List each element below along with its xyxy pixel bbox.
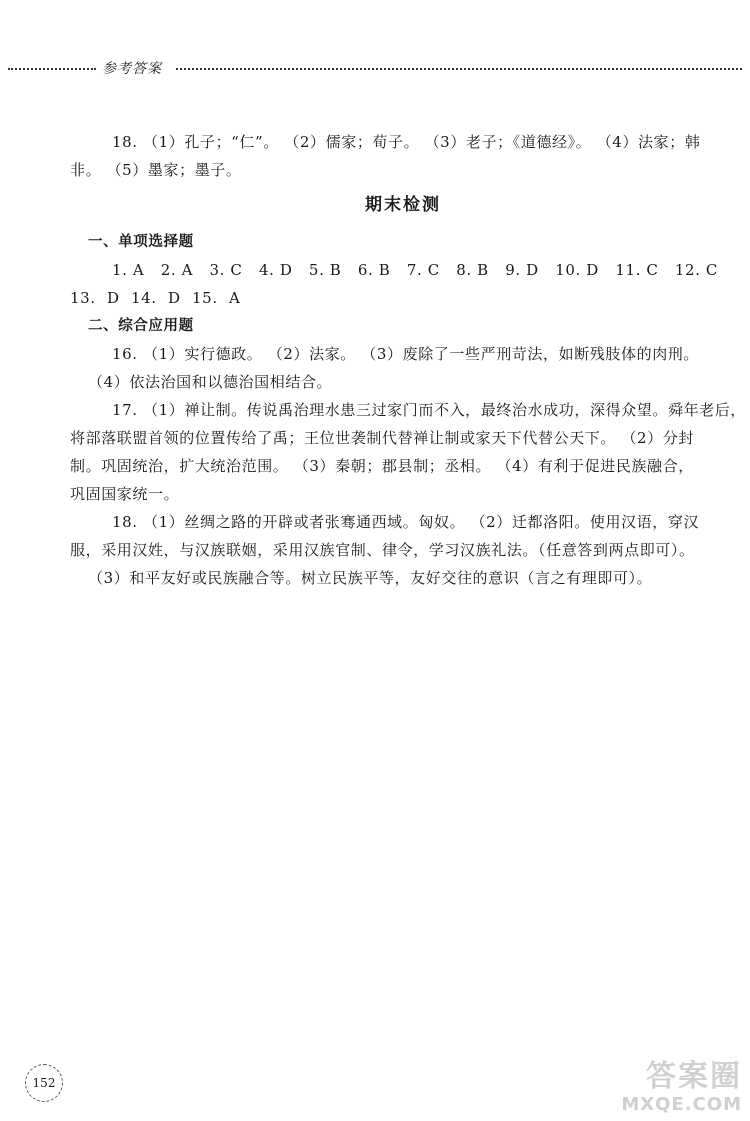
q16-line2: （4）依法治国和以德治国相结合。 — [88, 373, 333, 391]
mc-answer: 2. A — [160, 261, 194, 279]
page-header — [0, 58, 750, 80]
mc-answers-line1 — [88, 256, 718, 284]
mc-answer: 12. C — [674, 261, 718, 279]
mc-answer: 3. C — [209, 261, 243, 279]
q18-line1: 18. （1）丝绸之路的开辟或者张骞通西域。匈奴。 （2）迁都洛阳。使用汉语，穿汉 — [112, 513, 700, 531]
mc-answer: 8. B — [456, 261, 489, 279]
page-number: 152 — [25, 1064, 63, 1102]
watermark — [592, 1060, 742, 1118]
mc-answer: 10. D — [555, 261, 599, 279]
answer-content — [70, 128, 746, 592]
mc-answer: 6. B — [357, 261, 391, 279]
watermark-url: MXQE.COM — [621, 1094, 742, 1115]
watermark-logo-text: 答案圈 — [646, 1059, 742, 1094]
header-dotted-rule-right — [176, 68, 742, 70]
q18-line2: 服，采用汉姓，与汉族联姻，采用汉族官制、律令，学习汉族礼法。（任意答到两点即可）。 — [70, 541, 695, 559]
header-title: 参考答案 — [102, 61, 162, 77]
q16-line1: 16. （1）实行德政。 （2）法家。 （3）废除了一些严刑苛法，如断残肢体的肉刑。 — [112, 345, 699, 363]
q17-line1: 17. （1）禅让制。传说禹治理水患三过家门而不入，最终治水成功，深得众望。舜年老后， — [112, 401, 746, 419]
mc-answer: 1. A — [112, 261, 145, 279]
part1-heading: 一、单项选择题 — [88, 233, 194, 250]
q18-answer-line2: 非。 （5）墨家；墨子。 — [70, 161, 242, 179]
q18-line3: （3）和平友好或民族融合等。树立民族平等，友好交往的意识（言之有理即可）。 — [88, 569, 653, 587]
mc-answers-line2: 13. D 14. D 15. A — [70, 289, 241, 307]
mc-answer: 7. C — [406, 261, 440, 279]
mc-answer: 5. B — [308, 261, 342, 279]
q18-answer-line1: 18. （1）孔子；“仁”。 （2）儒家；荀子。 （3）老子；《道德经》。 （4）法家；韩 — [112, 133, 701, 151]
header-dotted-rule-left — [8, 68, 96, 70]
q17-line2: 将部落联盟首领的位置传给了禹；王位世袭制代替禅让制或家天下代替公天下。 （2）分封 — [70, 429, 694, 447]
section-title: 期末检测 — [365, 195, 441, 215]
part2-heading: 二、综合应用题 — [88, 317, 194, 334]
mc-answer: 11. C — [615, 261, 659, 279]
q17-line3: 制。巩固统治，扩大统治范围。 （3）秦朝；郡县制；丞相。 （4）有利于促进民族融合， — [70, 457, 694, 475]
q17-line4: 巩固国家统一。 — [70, 485, 180, 503]
mc-answer: 9. D — [505, 261, 539, 279]
mc-answer: 4. D — [258, 261, 293, 279]
